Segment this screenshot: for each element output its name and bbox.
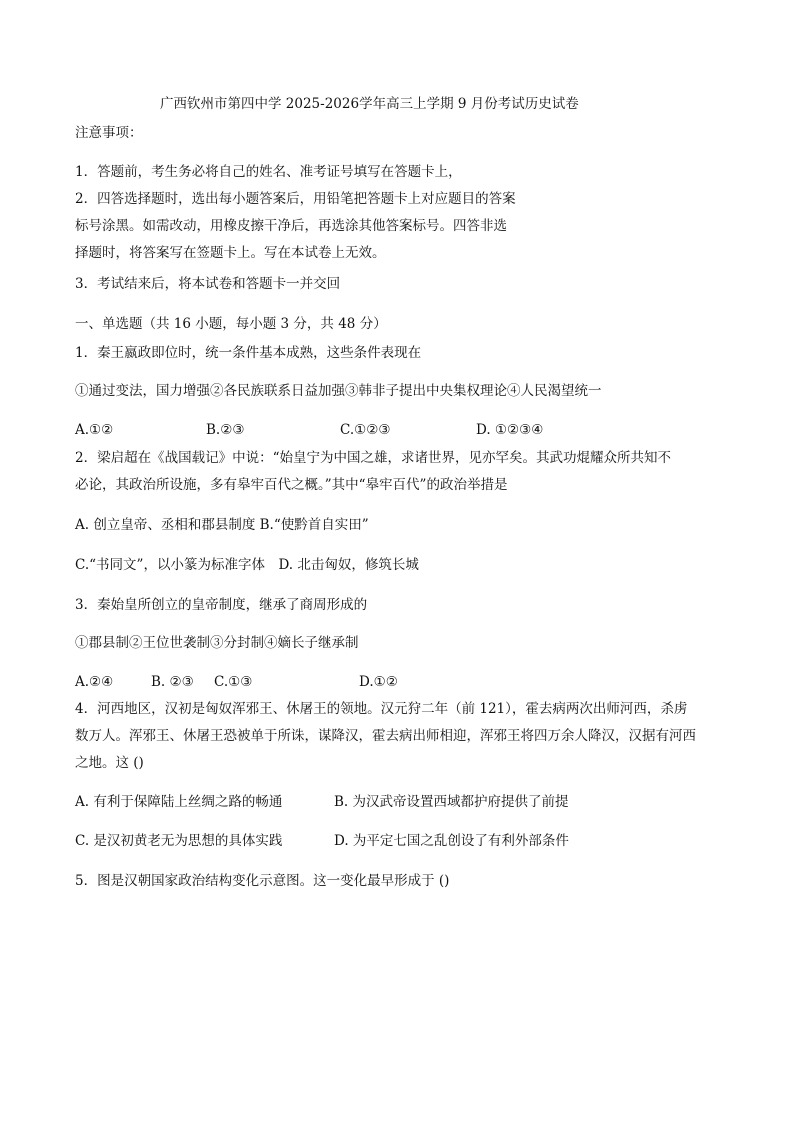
q1-option-c: C.①②③ (340, 422, 391, 438)
section-heading: 一、单选题（共 16 小题，每小题 3 分，共 48 分） (75, 316, 387, 332)
notice-item: 择题时，将答案写在签题卡上。写在本试卷上无效。 (75, 245, 386, 261)
notice-item: 标号涂黑。如需改动，用橡皮擦干净后，再选涂其他答案标号。四答非选 (75, 218, 507, 234)
q3-option-d: D.①② (359, 674, 398, 690)
q1-option-d: D. ①②③④ (476, 422, 544, 438)
q5-stem: 5．图是汉朝国家政治结构变化示意图。这一变化最早形成于 () (75, 873, 450, 889)
notice-heading: 注意事项： (75, 125, 143, 141)
q3-option-a: A.②④ (75, 674, 114, 690)
q4-stem-line2: 数万人。浑邪王、休屠王恐被单于所诛，谋降汉，霍去病出师相迎，浑邪王将四万余人降汉，汉据有河西 (75, 728, 696, 744)
notice-item: 3．考试结来后，将本试卷和答题卡一并交回 (75, 276, 341, 292)
q1-option-b: B.②③ (206, 422, 245, 438)
q4-option-d: D. 为平定七国之乱创设了有利外部条件 (334, 833, 569, 849)
q2-options-row2: C.“书同文”，以小篆为标准字体 D. 北击匈奴，修筑长城 (75, 557, 419, 573)
q3-option-c: C.①③ (214, 674, 253, 690)
q4-stem-line3: 之地。这 () (75, 755, 144, 771)
q4-stem-line1: 4．河西地区，汉初是匈奴浑邪王、休屠王的领地。汉元狩二年（前 121），霍去病两次出师河西，杀虏 (75, 701, 688, 717)
q3-stem: 3．秦始皇所创立的皇帝制度，继承了商周形成的 (75, 597, 368, 613)
q4-option-b: B. 为汉武帝设置西域都护府提供了前提 (334, 794, 569, 810)
q1-stem: 1．秦王嬴政即位时，统一条件基本成熟，这些条件表现在 (75, 345, 422, 361)
q2-stem-line2: 必论，其政治所设施，多有皋牢百代之概。”其中“皋牢百代”的政治举措是 (75, 477, 508, 493)
page-title: 广西钦州市第四中学 2025-2026学年高三上学期 9 月份考试历史试卷 (160, 96, 579, 112)
notice-item: 1．答题前，考生务必将自己的姓名、准考证号填写在答题卡上， (75, 164, 462, 180)
q1-option-a: A.①② (75, 422, 114, 438)
q4-option-a: A. 有利于保障陆上丝绸之路的畅通 (75, 794, 283, 810)
notice-item: 2．四答选择题时，选出每小题答案后，用铅笔把答题卡上对应题目的答案 (75, 191, 516, 207)
q1-statements: ①通过变法，国力增强②各民族联系日益加强③韩非子提出中央集权理论④人民渴望统一 (75, 383, 602, 399)
q4-option-c: C. 是汉初黄老无为思想的具体实践 (75, 833, 283, 849)
q3-statements: ①郡县制②王位世袭制③分封制④嫡长子继承制 (75, 635, 359, 651)
q3-option-b: B. ②③ (151, 674, 194, 690)
q2-stem-line1: 2．梁启超在《战国载记》中说：“始皇宁为中国之雄，求诸世界，见亦罕矣。其武功焜耀众所共知不 (75, 450, 671, 466)
q2-options-row1: A. 创立皇帝、丞相和郡县制度 B.“使黔首自实田” (75, 517, 369, 533)
